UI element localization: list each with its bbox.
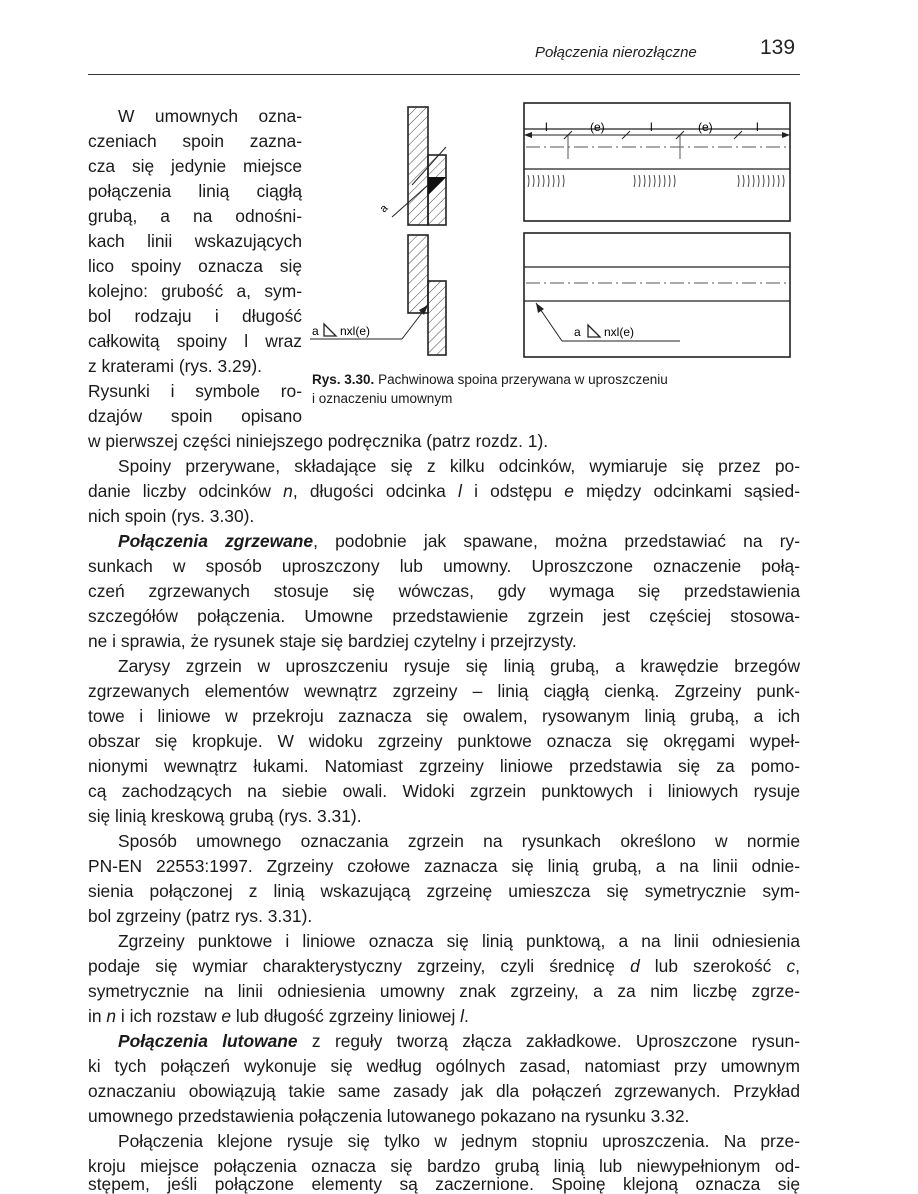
- intro-line: W umownych ozna-: [118, 106, 302, 126]
- dim-l-1: l: [545, 120, 548, 134]
- figure-caption-line-2: i oznaczeniu umownym: [312, 391, 453, 406]
- body-line: obszar się kropkuje. W widoku zgrzeiny punktowe oznacza się okręgami wypeł-: [88, 731, 800, 751]
- intro-line: dzajów spoin opisano: [88, 406, 302, 426]
- intro-line: kach linii wskazujących: [88, 231, 302, 251]
- body-line: podaje się wymiar charakterystyczny zgrzeiny, czyli średnicę d lub szerokość c,: [88, 956, 800, 976]
- intro-line: bol rodzaju i długość: [88, 306, 302, 326]
- body-line: Połączenia zgrzewane, podobnie jak spawane, można przedstawiać na ry-: [118, 531, 800, 551]
- intro-line: cza się jedynie miejsce: [88, 156, 302, 176]
- weld-a-label: a: [312, 324, 319, 338]
- body-line: czeń zgrzewanych stosuje się wówczas, gdy wymaga się przedstawienia: [88, 581, 800, 601]
- intro-line: całkowitą spoiny l wraz: [88, 331, 302, 351]
- weld-nxl-label: nxl(e): [340, 324, 371, 338]
- page-number: 139: [760, 36, 796, 59]
- body-line: Zarysy zgrzein w uproszczeniu rysuje się linią grubą, a krawędzie brzegów: [118, 656, 800, 676]
- body-line: ne i sprawia, że rysunek staje się bardziej czytelny i przejrzysty.: [88, 631, 577, 651]
- body-line: sunkach w sposób uproszczony lub umowny. Uproszczone oznaczenie połą-: [88, 556, 800, 576]
- body-line: szczegółów połączenia. Umowne przedstawienie zgrzein jest częściej stosowa-: [88, 606, 800, 626]
- figure-caption-label: Rys. 3.30.: [312, 372, 375, 387]
- intro-line: kolejno: grubość a, sym-: [88, 281, 302, 301]
- body-line: sienia połączonej z linią wskazującą zgrzeinę umieszcza się symetrycznie sym-: [88, 881, 800, 901]
- weld-a-label-2: a: [574, 325, 581, 339]
- body-line: PN-EN 22553:1997. Zgrzeiny czołowe zaznacza się linią grubą, a na linii odnie-: [88, 856, 800, 876]
- intermittent-weld-view: [524, 103, 790, 221]
- fillet-weld-section-upper: [378, 107, 446, 225]
- header-rule: [88, 74, 800, 75]
- body-line: symetrycznie na linii odniesienia umowny znak zgrzeiny, a za nim liczbę zgrze-: [88, 981, 800, 1001]
- body-line: Spoiny przerywane, składające się z kilku odcinków, wymiaruje się przez po-: [118, 456, 800, 476]
- body-line: Zgrzeiny punktowe i liniowe oznacza się linią punktową, a na linii odniesienia: [118, 931, 800, 951]
- body-line: Połączenia lutowane z reguły tworzą złącza zakładkowe. Uproszczone rysun-: [118, 1031, 800, 1051]
- body-line: Sposób umownego oznaczania zgrzein na rysunkach określono w normie: [118, 831, 800, 851]
- weld-segment-marks: [528, 175, 784, 187]
- body-line: Połączenia klejone rysuje się tylko w jednym stopniu uproszczenia. Na prze-: [118, 1131, 800, 1151]
- intro-line: czeniach spoin zazna-: [88, 131, 302, 151]
- fillet-weld-section-lower: [310, 235, 446, 355]
- weld-symbol-view: [524, 233, 790, 357]
- weld-nxl-label-2: nxl(e): [604, 325, 635, 339]
- body-line: bol zgrzeiny (patrz rys. 3.31).: [88, 906, 313, 926]
- body-line: danie liczby odcinków n, długości odcinka l i odstępu e między odcinkami sąsied-: [88, 481, 801, 501]
- body-line: stępem, jeśli połączone elementy są zaczernione. Spoinę klejoną oznacza się: [88, 1174, 800, 1194]
- term-lutowane: Połączenia lutowane: [118, 1031, 298, 1051]
- fillet-weld-symbol-2: [588, 325, 600, 337]
- body-line: in n i ich rozstaw e lub długość zgrzeiny liniowej l.: [88, 1006, 469, 1026]
- body-line: cą zachodzących na siebie owali. Widoki zgrzein punktowych i liniowych rysuje: [88, 781, 800, 801]
- dim-l-2: l: [650, 120, 653, 134]
- figure-caption-line-1: [312, 370, 668, 389]
- body-line: oznaczaniu obowiązują takie same zasady jak dla połączeń zgrzewanych. Przykład: [88, 1081, 800, 1101]
- running-header-title: Połączenia nierozłączne: [535, 44, 697, 61]
- dim-l-3: l: [756, 120, 759, 134]
- body-line: nich spoin (rys. 3.30).: [88, 506, 255, 526]
- weld-thickness-label: a: [377, 202, 391, 216]
- fillet-weld-symbol: [324, 324, 336, 336]
- figure-3-30: [300, 95, 800, 365]
- intro-line: połączenia linią ciągłą: [88, 181, 302, 201]
- intro-line: Rysunki i symbole ro-: [88, 381, 302, 401]
- body-line: w pierwszej części niniejszego podręcznika (patrz rozdz. 1).: [88, 431, 549, 451]
- figure-caption-text: Pachwinowa spoina przerywana w uproszczeniu: [378, 372, 668, 387]
- intro-line: lico spoiny oznacza się: [88, 256, 302, 276]
- body-line: kroju miejsce połączenia oznacza się bardzo grubą linią lub niewypełnionym od-: [88, 1156, 800, 1176]
- body-line: umownego przedstawienia połączenia lutowanego pokazano na rysunku 3.32.: [88, 1106, 690, 1126]
- body-line: zgrzewanych elementów wewnątrz zgrzeiny – linią ciągłą cienką. Zgrzeiny punk-: [88, 681, 800, 701]
- dim-e-1: (e): [590, 120, 605, 134]
- body-line: towe i liniowe w przekroju zaznacza się owalem, rysowanym linią grubą, a ich: [88, 706, 800, 726]
- intro-line: z kraterami (rys. 3.29).: [88, 356, 262, 376]
- dim-e-2: (e): [698, 120, 713, 134]
- intro-line: grubą, a na odnośni-: [88, 206, 302, 226]
- body-line: się linią kreskową grubą (rys. 3.31).: [88, 806, 362, 826]
- body-line: nionymi wewnątrz łukami. Natomiast zgrzeiny liniowe przedstawia się za pomo-: [88, 756, 800, 776]
- body-line: ki tych połączeń wykonuje się według ogólnych zasad, natomiast przy umownym: [88, 1056, 800, 1076]
- term-zgrzewane: Połączenia zgrzewane: [118, 531, 314, 551]
